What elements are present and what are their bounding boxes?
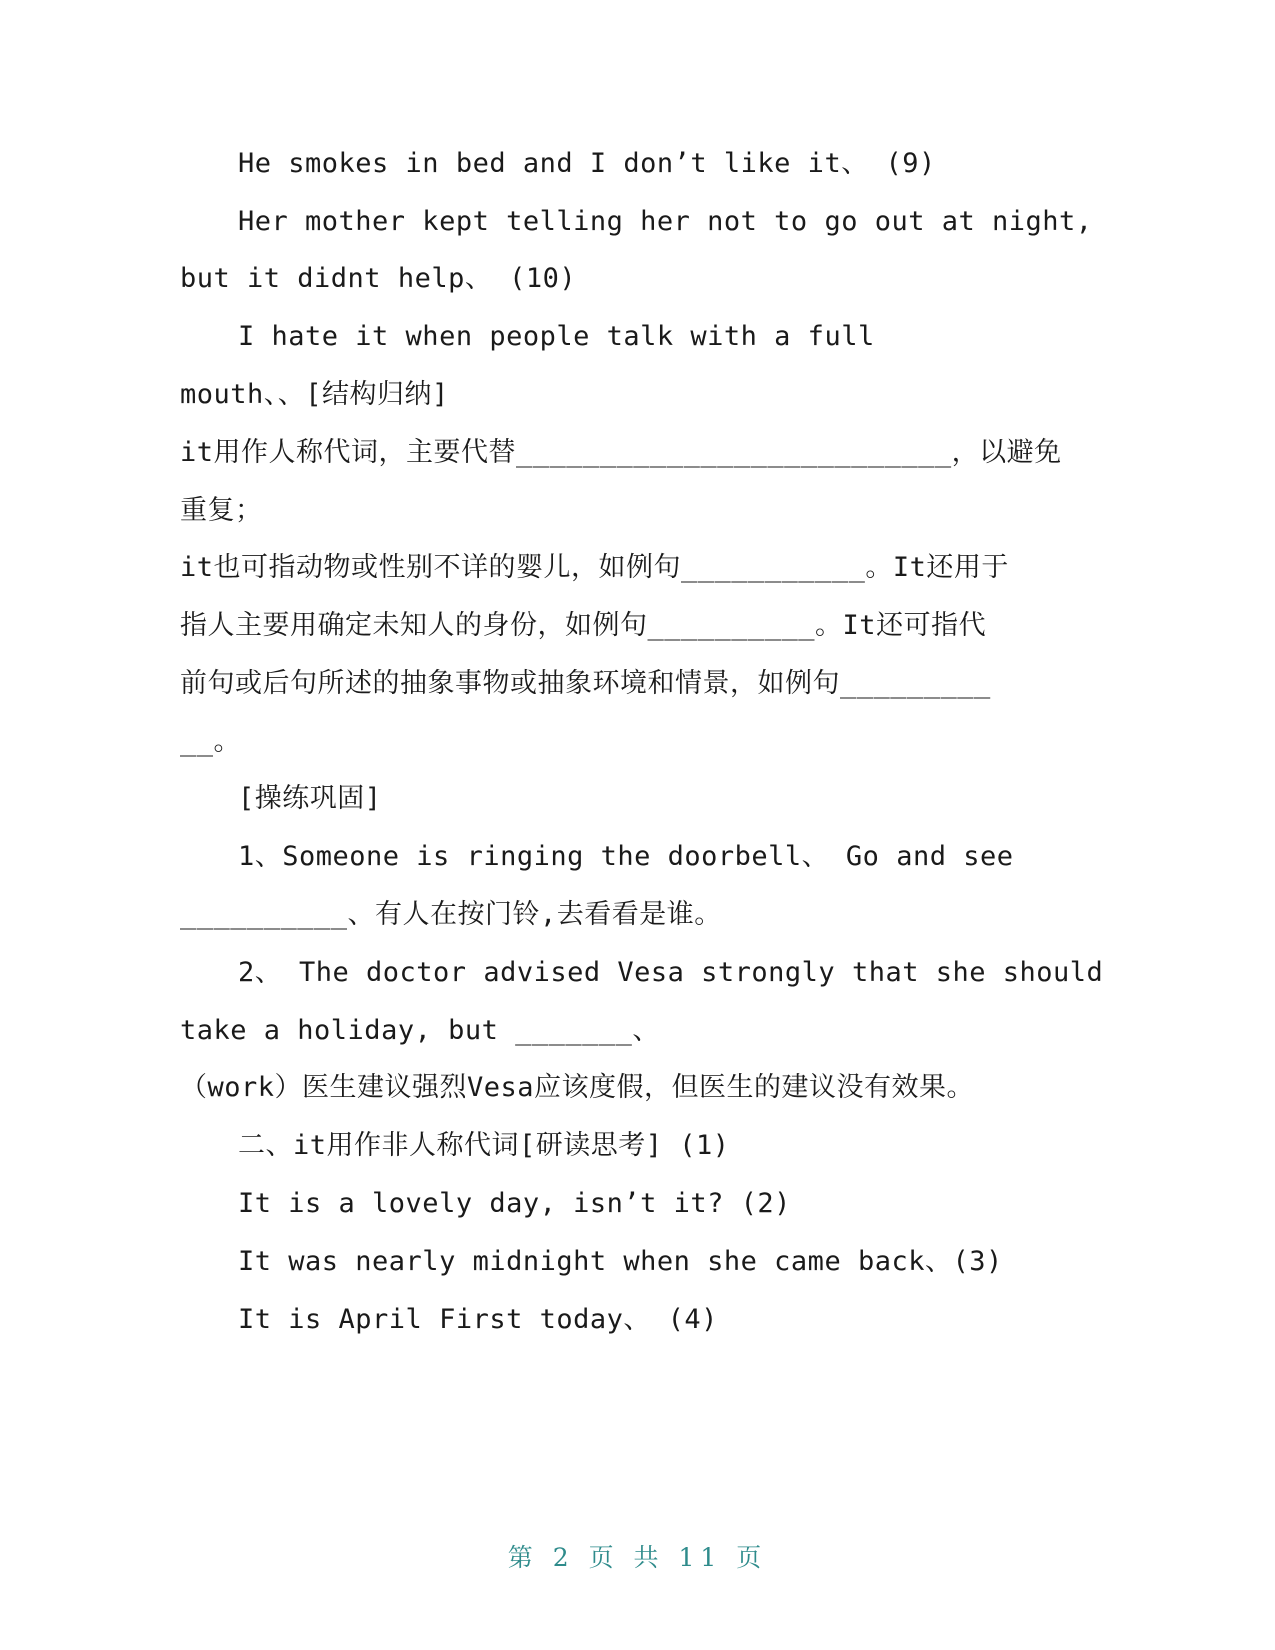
text-line: It is April First today、 (4) bbox=[238, 1304, 718, 1335]
text-line: it也可指动物或性别不详的婴儿，如例句___________。It还用于 bbox=[180, 552, 1009, 583]
text-line: __。 bbox=[180, 726, 242, 757]
page-number-footer: 第 2 页 共 11 页 bbox=[507, 1543, 768, 1572]
section-heading: [操练巩固] bbox=[238, 783, 382, 814]
text-line: It is a lovely day, isn’t it? (2) bbox=[238, 1188, 791, 1219]
text-line: but it didnt help、 (10) bbox=[180, 263, 577, 294]
text-line: mouth、、[结构归纳] bbox=[180, 379, 449, 410]
section-heading: 二、it用作非人称代词[研读思考] (1) bbox=[238, 1130, 730, 1161]
text-line: take a holiday, but _______、 bbox=[180, 1015, 660, 1046]
text-line: Her mother kept telling her not to go out at night, bbox=[238, 206, 1093, 237]
text-line: （work）医生建议强烈Vesa应该度假，但医生的建议没有效果。 bbox=[180, 1072, 975, 1103]
text-line: 1、Someone is ringing the doorbell、 Go and see bbox=[238, 841, 1014, 872]
text-line: 重复； bbox=[180, 495, 263, 526]
text-line: 2、 The doctor advised Vesa strongly that she should bbox=[238, 957, 1104, 988]
text-line: it用作人称代词，主要代替__________________________，以避免 bbox=[180, 437, 1062, 468]
text-line: 指人主要用确定未知人的身份，如例句__________。It还可指代 bbox=[180, 610, 987, 641]
text-line: I hate it when people talk with a full bbox=[238, 321, 875, 352]
text-line: It was nearly midnight when she came back、(3) bbox=[238, 1246, 1003, 1277]
text-line: 前句或后句所述的抽象事物或抽象环境和情景，如例句_________ bbox=[180, 668, 991, 699]
text-line: He smokes in bed and I don’t like it、 (9) bbox=[238, 148, 936, 179]
text-line: __________、有人在按门铃,去看看是谁。 bbox=[180, 899, 722, 930]
